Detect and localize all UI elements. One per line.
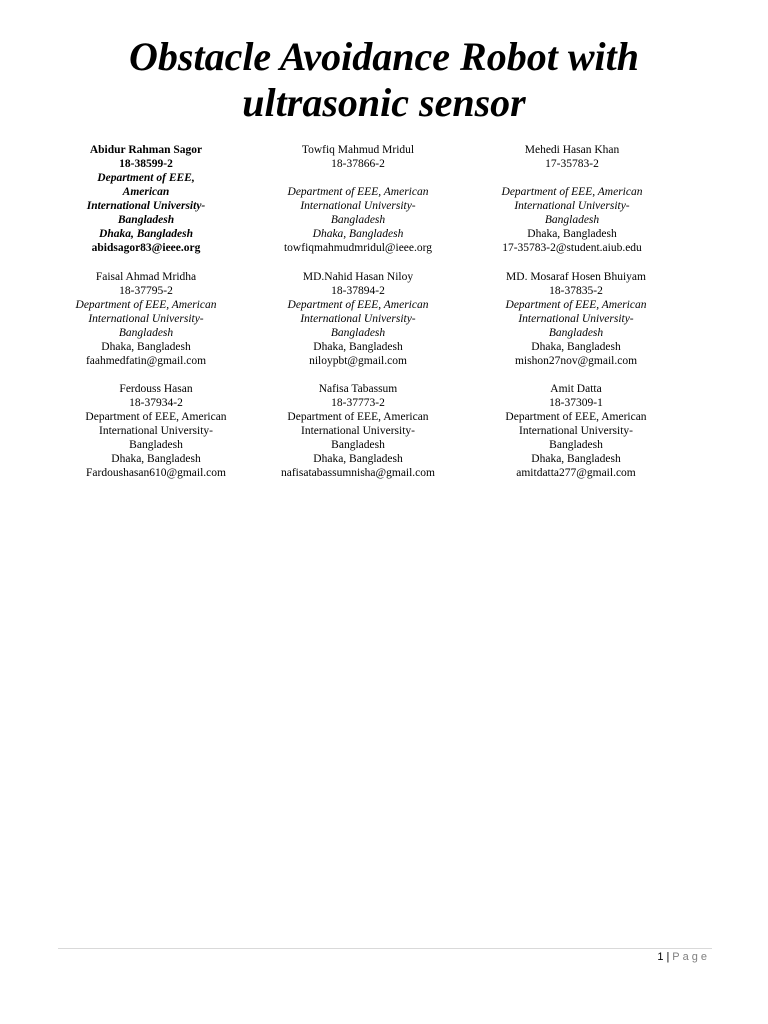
page-number: 1 [657, 951, 664, 963]
author-university-cont: Bangladesh [118, 327, 174, 339]
author-department: Department of EEE, American [505, 299, 647, 311]
author-city: Dhaka, Bangladesh [312, 228, 404, 240]
paper-title-line-2: ultrasonic sensor [242, 80, 526, 125]
author-university: International University- [300, 313, 416, 325]
author-id: 18-37835-2 [549, 285, 603, 297]
author-city: Dhaka, Bangladesh [313, 453, 403, 465]
author-email: niloypbt@gmail.com [309, 355, 407, 367]
author-university-cont: Bangladesh [548, 327, 604, 339]
author-city: Dhaka, Bangladesh [531, 453, 621, 465]
author-city: Dhaka, Bangladesh [111, 453, 201, 465]
author-department: Department of EEE, American [85, 411, 227, 423]
author-id: 18-37773-2 [331, 397, 385, 409]
author-block-4 [46, 270, 246, 368]
author-department-cont: American [122, 186, 170, 198]
author-email: abidsagor83@ieee.org [91, 242, 201, 254]
author-email: nafisatabassumnisha@gmail.com [281, 467, 435, 479]
author-university-cont: Bangladesh [544, 214, 600, 226]
author-name: Mehedi Hasan Khan [524, 144, 620, 156]
author-university-cont: Bangladesh [549, 439, 603, 451]
page-label: Page [672, 951, 710, 963]
author-name: Ferdouss Hasan [119, 383, 193, 395]
author-university-cont: Bangladesh [331, 439, 385, 451]
author-block-3 [472, 143, 672, 255]
author-university: International University- [98, 425, 213, 437]
author-email: 17-35783-2@student.aiub.edu [502, 242, 642, 254]
author-department: Department of EEE, American [501, 186, 643, 198]
author-department: Department of EEE, American [505, 411, 647, 423]
author-name: Towfiq Mahmud Mridul [301, 144, 415, 156]
author-city: Dhaka, Bangladesh [531, 341, 621, 353]
author-university: International University- [88, 313, 204, 325]
author-university-cont: Bangladesh [117, 214, 175, 226]
author-name: Nafisa Tabassum [318, 383, 398, 395]
author-department: Department of EEE, [97, 172, 195, 184]
author-university: International University- [300, 200, 416, 212]
author-email: Fardoushasan610@gmail.com [86, 467, 226, 479]
author-email: amitdatta277@gmail.com [516, 467, 636, 479]
author-name: Abidur Rahman Sagor [89, 144, 203, 156]
author-university: International University- [514, 200, 630, 212]
author-id: 18-37795-2 [119, 285, 173, 297]
author-block-5 [258, 270, 458, 368]
author-id: 17-35783-2 [545, 158, 599, 170]
author-university: International University- [518, 425, 633, 437]
author-department: Department of EEE, American [287, 299, 429, 311]
author-university-cont: Bangladesh [330, 214, 386, 226]
author-email: faahmedfatin@gmail.com [85, 355, 207, 367]
author-university: International University- [300, 425, 415, 437]
author-id: 18-37309-1 [549, 397, 603, 409]
author-block-7 [56, 382, 256, 480]
author-name: Faisal Ahmad Mridha [95, 271, 197, 283]
author-university: International University- [86, 200, 206, 212]
author-department: Department of EEE, American [75, 299, 217, 311]
author-id: 18-37934-2 [129, 397, 183, 409]
author-department: Department of EEE, American [287, 411, 429, 423]
author-city: Dhaka, Bangladesh [527, 228, 617, 240]
page-footer [657, 951, 710, 963]
author-id: 18-38599-2 [119, 158, 173, 170]
author-city: Dhaka, Bangladesh [99, 228, 193, 240]
footer-divider [58, 948, 712, 949]
author-block-2 [258, 143, 458, 255]
author-block-8 [258, 382, 458, 480]
author-block-6 [476, 270, 676, 368]
author-id: 18-37894-2 [331, 285, 385, 297]
author-name: Amit Datta [550, 383, 602, 395]
author-id: 18-37866-2 [331, 158, 385, 170]
author-name: MD. Mosaraf Hosen Bhuiyam [506, 271, 646, 283]
author-email: mishon27nov@gmail.com [514, 355, 638, 367]
paper-title [0, 34, 768, 126]
author-university-cont: Bangladesh [330, 327, 386, 339]
author-city: Dhaka, Bangladesh [313, 341, 403, 353]
author-email: towfiqmahmudmridul@ieee.org [283, 242, 433, 254]
author-university-cont: Bangladesh [129, 439, 183, 451]
author-university: International University- [518, 313, 634, 325]
paper-title-line-1: Obstacle Avoidance Robot with [129, 34, 639, 79]
author-block-9 [476, 382, 676, 480]
author-department: Department of EEE, American [287, 186, 429, 198]
author-name: MD.Nahid Hasan Niloy [302, 271, 414, 283]
author-city: Dhaka, Bangladesh [101, 341, 191, 353]
page-separator: | [666, 951, 670, 963]
author-block-1 [46, 143, 246, 255]
